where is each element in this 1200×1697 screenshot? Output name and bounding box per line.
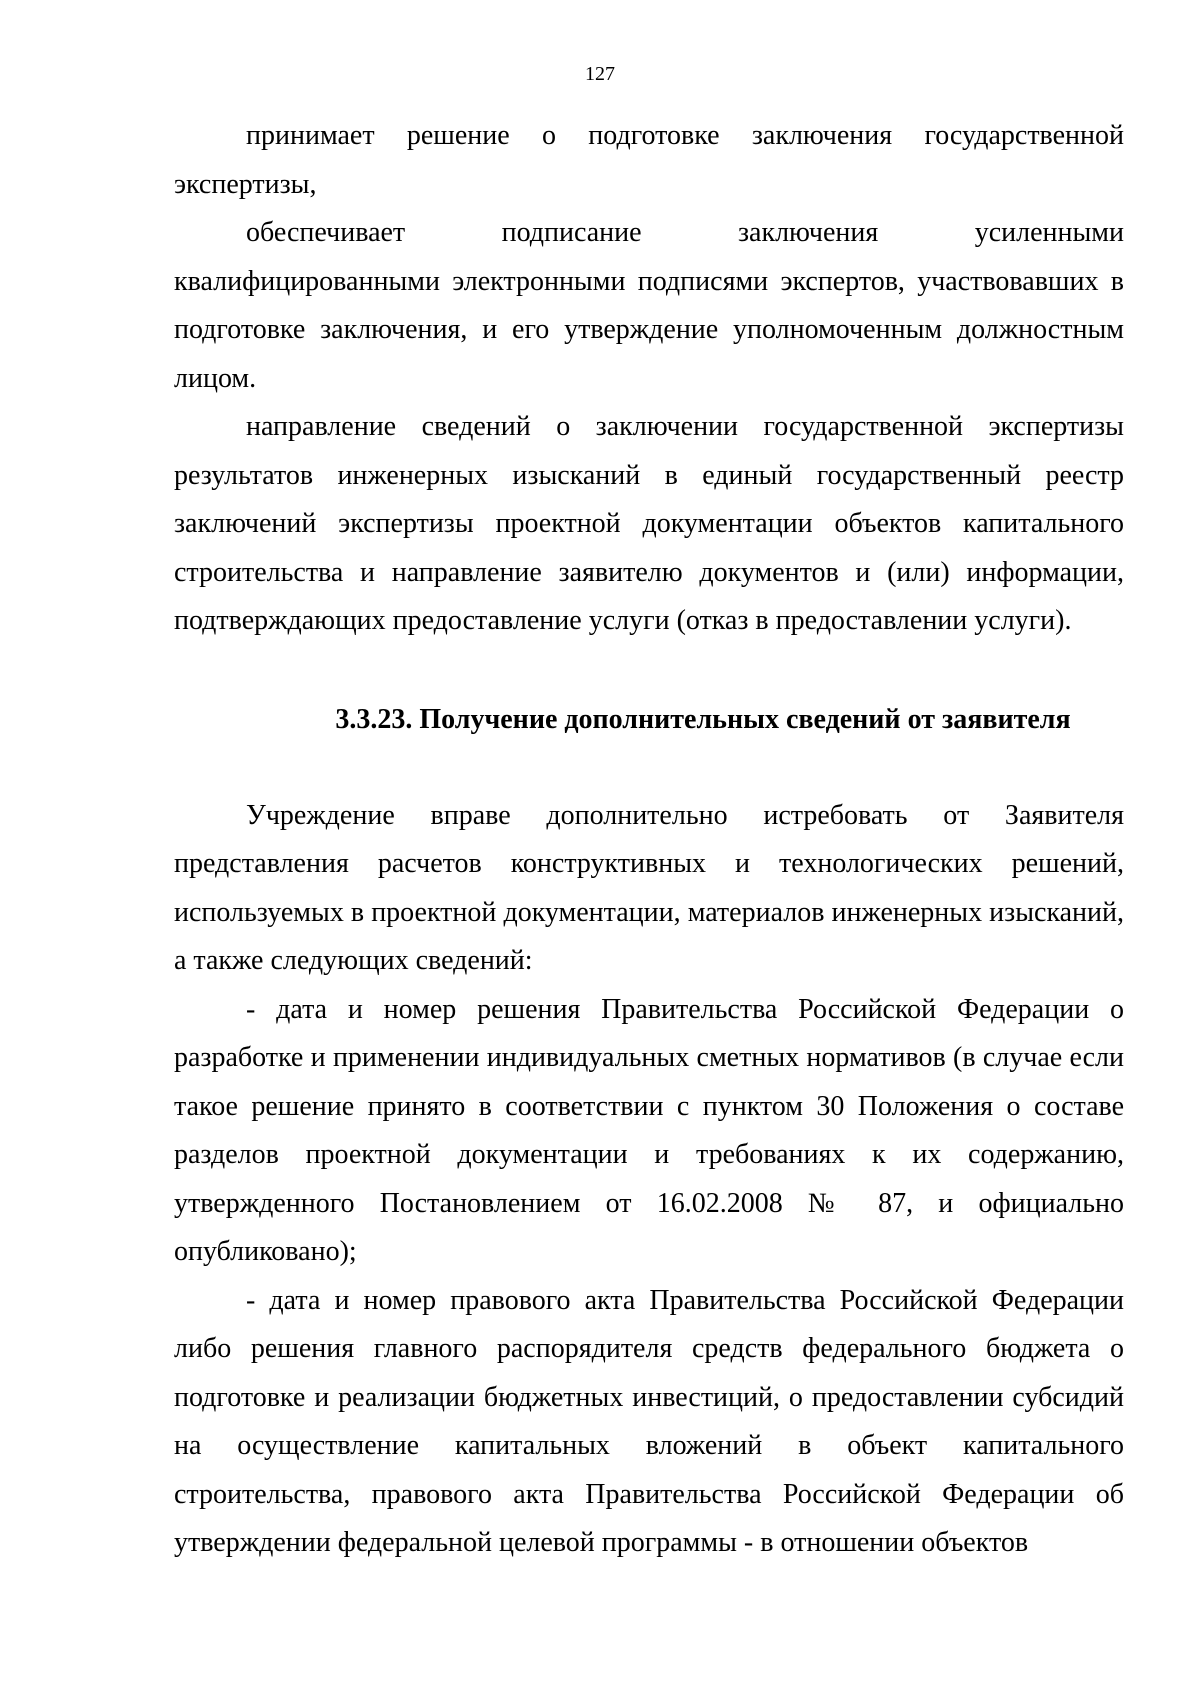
list-item-legal-act: - дата и номер правового акта Правительства Российской Федерации либо решения главного распорядителя средств федерального бюджета о подготовке и реализации бюджетных инвестиций, о предоставлении субсидий на осуществление капитальных вложений в объект капитального строительства, правового акта Правительства Российской Федерации об утверждении федеральной целевой программы - в отношении объектов	[174, 1284, 1124, 1558]
paragraph-decision: принимает решение о подготовке заключения государственной экспертизы,	[174, 120, 1124, 200]
document-body	[174, 112, 1124, 1568]
list-item-government-decision: - дата и номер решения Правительства Российской Федерации о разработке и применении индивидуальных сметных нормативов (в случае если такое решение принято в соответствии с пунктом 30 Положения о составе разделов проектной документации и требованиях к их содержанию, утвержденного Постановлением от 16.02.2008 № 87, и официально опубликовано);	[174, 993, 1124, 1267]
page-number: 127	[585, 63, 615, 85]
section-heading: 3.3.23. Получение дополнительных сведений от заявителя	[335, 703, 1071, 735]
paragraph-request: Учреждение вправе дополнительно истребовать от Заявителя представления расчетов конструктивных и технологических решений, используемых в проектной документации, материалов инженерных изысканий, а также следующих сведений:	[174, 799, 1124, 976]
paragraph-registry: направление сведений о заключении государственной экспертизы результатов инженерных изысканий в единый государственный реестр заключений экспертизы проектной документации объектов капитального строительства и направление заявителю документов и (или) информации, подтверждающих предоставление услуги (отказ в предоставлении услуги).	[174, 411, 1124, 636]
paragraph-signing: обеспечивает подписание заключения усиленными квалифицированными электронными подписями экспертов, участвовавших в подготовке заключения, и его утверждение уполномоченным должностным лицом.	[174, 217, 1124, 394]
